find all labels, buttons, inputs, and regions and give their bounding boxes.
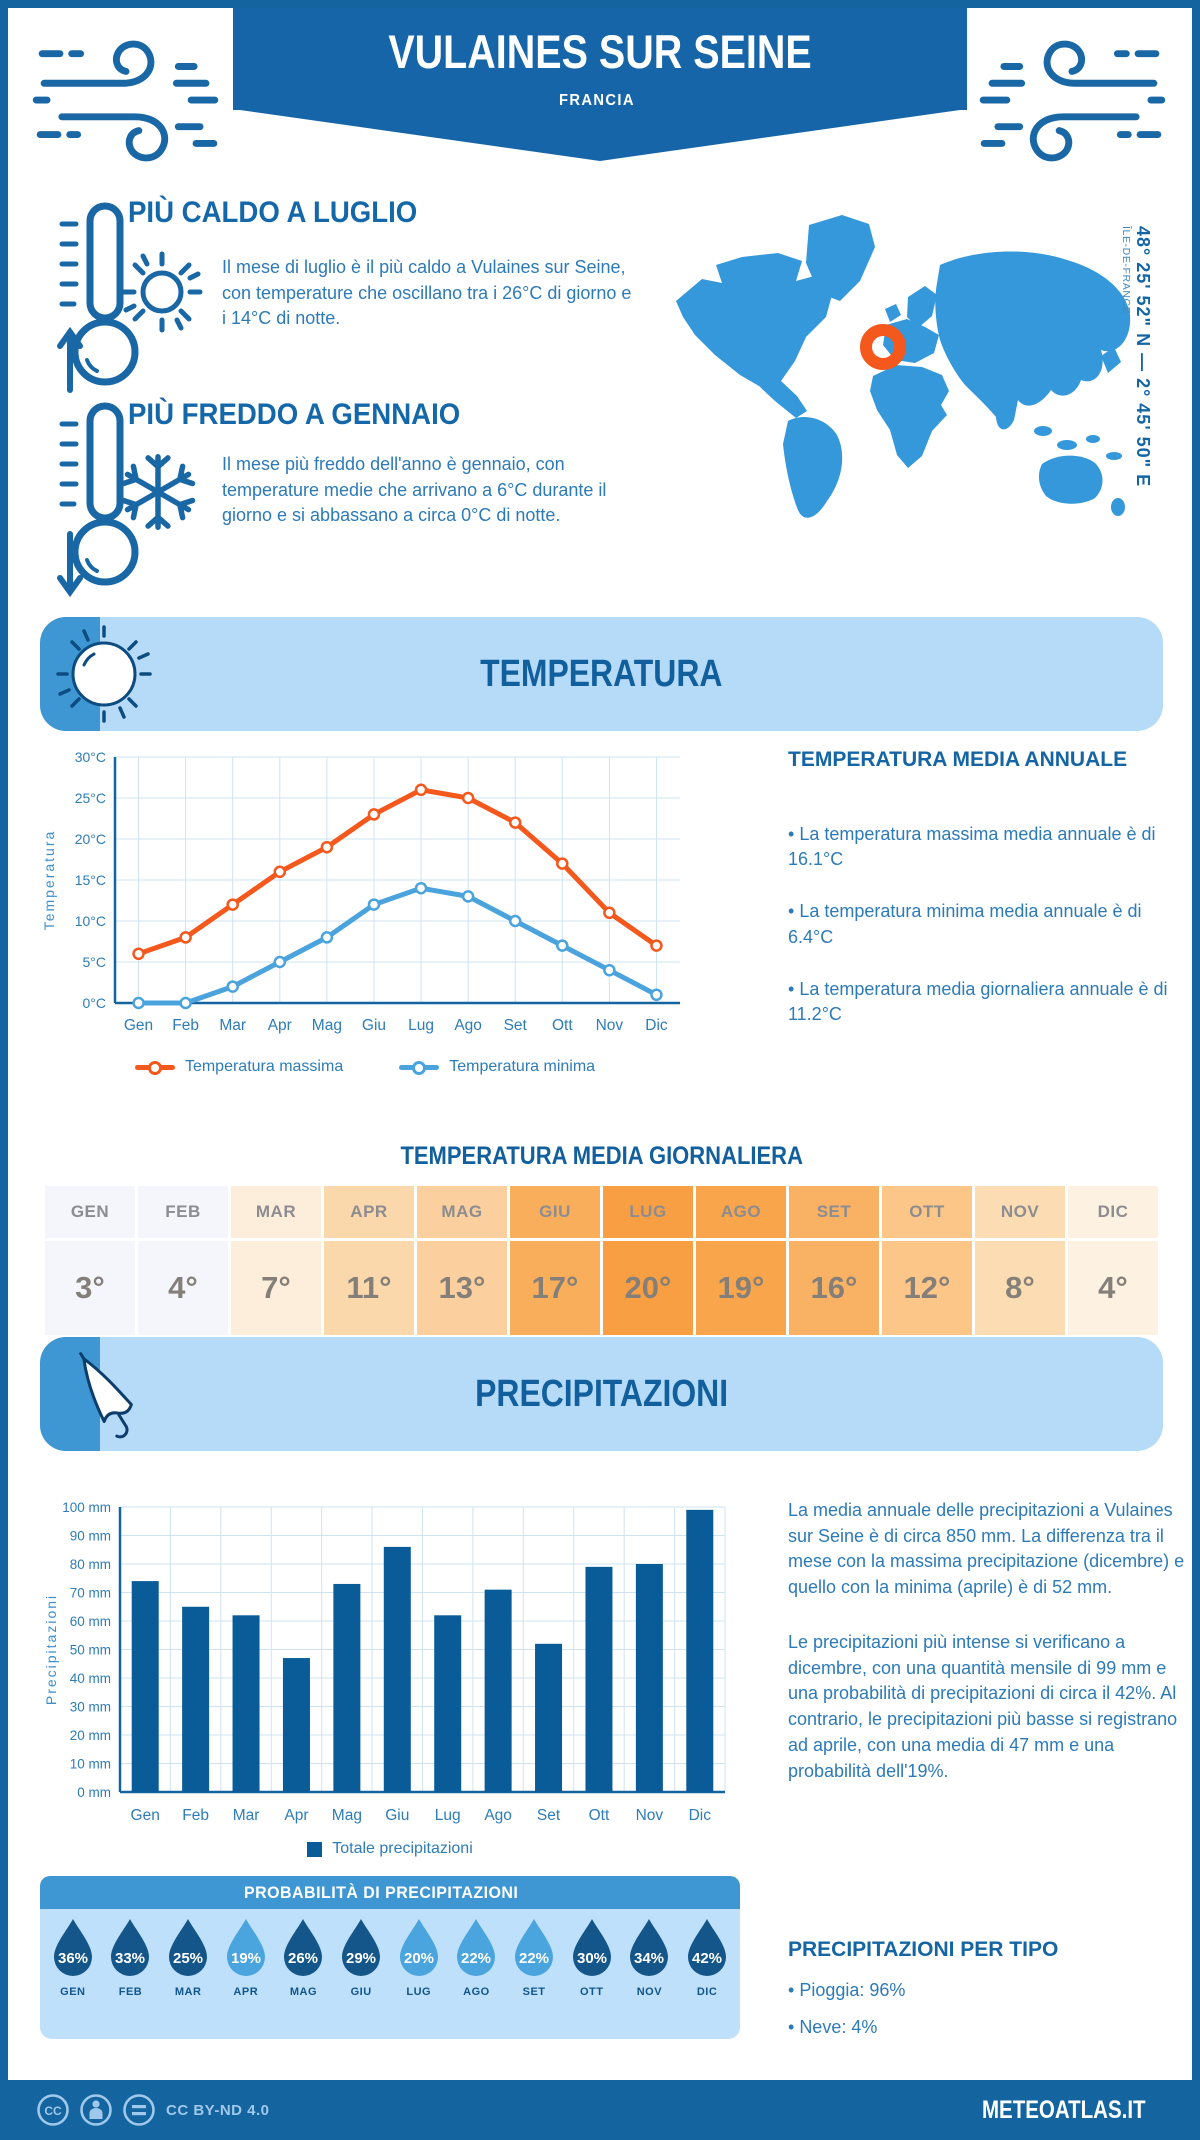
svg-text:22%: 22% [519,1950,550,1967]
svg-text:70 mm: 70 mm [69,1585,111,1601]
daily-month-label: GEN [45,1186,135,1238]
probability-drop-giu [334,1909,388,2039]
svg-text:Feb: Feb [172,1017,199,1034]
raindrop-icon [50,1918,96,1978]
temperature-chart-legend [40,1058,690,1076]
world-map [646,205,1140,530]
probability-drop-feb [103,1909,157,2039]
svg-text:Precipitazioni: Precipitazioni [43,1593,59,1706]
probability-month-label: LUG [406,1986,432,1998]
svg-text:Giu: Giu [385,1807,410,1824]
svg-text:36%: 36% [57,1950,88,1967]
svg-text:80 mm: 80 mm [69,1557,111,1572]
precipitation-summary-2: Le precipitazioni più intense si verificano a dicembre, con una quantità mensile di 99 mm e una probabilità di precipitazioni di circa il 42%. Al contrario, le precipitazioni più basse si registrano ad aprile, con una media di 47 mm e una probabilità dell'19%. [788,1632,1178,1781]
svg-text:Nov: Nov [635,1807,664,1824]
page-subtitle: FRANCIA [558,92,635,109]
probability-panel [40,1909,740,2039]
raindrop-icon [396,1918,442,1978]
wind-swirl-icon [28,28,226,178]
bar-Mag [333,1584,360,1792]
svg-text:19%: 19% [230,1950,261,1967]
svg-text:Dic: Dic [688,1807,711,1824]
raindrop-icon [280,1918,326,1978]
svg-text:Ago: Ago [484,1807,512,1824]
daily-table-column-gen [45,1186,135,1335]
svg-text:Set: Set [536,1807,561,1824]
svg-text:22%: 22% [461,1950,492,1967]
daily-temperature-value: 13° [417,1241,507,1335]
svg-text:Apr: Apr [284,1807,309,1824]
probability-drop-lug [392,1909,446,2039]
svg-text:29%: 29% [346,1950,377,1967]
daily-month-label: MAG [417,1186,507,1238]
svg-text:20°C: 20°C [74,831,106,847]
temperature-section-band [40,617,1163,731]
geo-coordinates-block [1120,226,1153,566]
probability-drop-ago [449,1909,503,2039]
svg-text:0°C: 0°C [82,995,106,1011]
annual-temperature-bullets [788,822,1180,1027]
raindrop-icon [223,1918,269,1978]
probability-month-label: NOV [636,1986,663,1998]
svg-text:Set: Set [503,1017,527,1034]
bar-Ago [485,1590,512,1792]
license-label: CC BY-ND 4.0 [166,2101,270,2119]
raindrop-icon [569,1918,615,1978]
legend-label: Temperatura minima [449,1058,596,1075]
annual-bullet: • La temperatura minima media annuale è di 6.4°C [788,899,1180,949]
svg-text:60 mm: 60 mm [69,1614,111,1629]
bar-Set [535,1644,562,1792]
svg-text:Mag: Mag [311,1017,342,1034]
svg-text:Apr: Apr [267,1017,292,1034]
daily-month-label: LUG [603,1186,693,1238]
sun-icon [54,625,154,723]
svg-text:Mag: Mag [331,1807,362,1824]
daily-temperature-value: 11° [324,1241,414,1335]
daily-temperature-table [45,1186,1158,1335]
svg-text:Gen: Gen [130,1807,160,1824]
svg-text:20%: 20% [403,1950,434,1967]
daily-temperature-value: 7° [231,1241,321,1335]
svg-text:Feb: Feb [182,1807,209,1824]
bar-Lug [434,1615,461,1792]
map-location-marker [866,330,900,364]
bar-Feb [182,1607,209,1792]
probability-month-label: OTT [579,1986,604,1998]
svg-text:40 mm: 40 mm [69,1671,111,1686]
legend-item [135,1058,343,1076]
svg-text:Gen: Gen [123,1017,154,1034]
precipitation-type-bullets [788,1978,1148,2040]
page-title: VULAINES SUR SEINE [388,25,812,78]
svg-text:33%: 33% [115,1950,146,1967]
daily-temperature-value: 17° [510,1241,600,1335]
svg-text:30%: 30% [576,1950,607,1967]
precipitation-chart [40,1495,740,1865]
svg-text:20 mm: 20 mm [69,1728,111,1743]
raindrop-icon [107,1918,153,1978]
probability-drop-dic [680,1909,734,2039]
license-icons[interactable] [36,2093,156,2127]
probability-drop-gen [46,1909,100,2039]
raindrop-icon [684,1918,730,1978]
raindrop-icon [165,1918,211,1978]
svg-text:10 mm: 10 mm [69,1756,111,1772]
region-text: ÎLE-DE-FRANCE [1120,226,1132,315]
daily-temperature-value: 4° [1068,1241,1158,1335]
daily-table-column-ago [696,1186,786,1335]
daily-table-column-nov [975,1186,1065,1335]
daily-table-column-mag [417,1186,507,1335]
annual-bullet: • La temperatura media giornaliera annuale è di 11.2°C [788,977,1180,1027]
svg-text:42%: 42% [692,1950,723,1967]
daily-temperature-value: 20° [603,1241,693,1335]
precipitation-chart-legend [40,1840,740,1858]
svg-text:Ott: Ott [551,1017,573,1034]
coordinates-text: 48° 25' 52" N — 2° 45' 50" E [1133,226,1153,488]
cc-icon [36,2093,70,2127]
svg-text:34%: 34% [634,1950,665,1967]
svg-text:90 mm: 90 mm [69,1528,111,1544]
daily-temperature-title: TEMPERATURA MEDIA GIORNALIERA [400,1142,803,1170]
equals-icon [122,2093,156,2127]
page-border-top [0,0,1200,8]
daily-month-label: NOV [975,1186,1065,1238]
probability-drop-ott [565,1909,619,2039]
map-asia [935,251,1130,429]
probability-drop-apr [219,1909,273,2039]
svg-text:Mar: Mar [219,1017,247,1034]
precip-type-bullet: • Neve: 4% [788,2015,1148,2040]
header-banner-chevron [233,109,967,161]
daily-month-label: MAR [231,1186,321,1238]
sun-icon [118,248,206,336]
daily-temperature-value: 8° [975,1241,1065,1335]
bar-Ott [585,1567,612,1792]
daily-month-label: DIC [1068,1186,1158,1238]
raindrop-icon [511,1918,557,1978]
bar-Dic [686,1510,713,1792]
legend-item [307,1840,473,1858]
precipitation-section-band [40,1337,1163,1451]
probability-month-label: SET [522,1986,546,1998]
map-south-america [783,417,842,518]
daily-temperature-value: 16° [789,1241,879,1335]
map-uk [885,304,901,322]
svg-text:Ago: Ago [454,1017,482,1034]
temperature-section-title: TEMPERATURA [480,652,723,695]
svg-text:Giu: Giu [361,1017,387,1034]
svg-text:0 mm: 0 mm [77,1785,111,1800]
probability-month-label: MAR [174,1986,202,1998]
daily-month-label: APR [324,1186,414,1238]
legend-item [399,1058,595,1076]
person-icon [79,2093,113,2127]
warm-month-text: Il mese di luglio è il più caldo a Vulaines sur Seine, con temperature che oscillano tra i 26°C di giorno e i 14°C di notte. [222,257,632,329]
temperature-chart [40,745,690,1065]
probability-drop-nov [622,1909,676,2039]
wind-swirl-icon [972,28,1170,178]
bar-Mar [233,1615,260,1792]
daily-temperature-value: 4° [138,1241,228,1335]
map-north-america [676,253,832,418]
daily-temperature-value: 19° [696,1241,786,1335]
svg-text:25%: 25% [173,1950,204,1967]
bar-Nov [636,1564,663,1792]
probability-month-label: GIU [350,1986,372,1998]
svg-text:Lug: Lug [408,1017,434,1034]
daily-temperature-value: 12° [882,1241,972,1335]
probability-month-label: GEN [60,1986,86,1998]
daily-table-column-set [789,1186,879,1335]
daily-table-column-mar [231,1186,321,1335]
svg-text:Lug: Lug [434,1807,461,1824]
probability-drop-set [507,1909,561,2039]
svg-text:Nov: Nov [595,1017,624,1034]
probability-month-label: FEB [118,1986,143,1998]
svg-text:5°C: 5°C [82,954,106,970]
svg-text:Temperatura: Temperatura [41,829,57,931]
raindrop-icon [338,1918,384,1978]
bar-Giu [384,1547,411,1792]
daily-month-label: GIU [510,1186,600,1238]
bar-Apr [283,1658,310,1792]
svg-text:Ott: Ott [588,1807,610,1824]
svg-text:Mar: Mar [232,1807,260,1824]
svg-text:CC: CC [44,2104,62,2118]
page-border-left [0,0,8,2140]
cold-month-text: Il mese più freddo dell'anno è gennaio, con temperature medie che arrivano a 6°C durante il giorno e si abbassano a circa 0°C di notte. [222,454,607,526]
precipitation-summary-1: La media annuale delle precipitazioni a Vulaines sur Seine è di circa 850 mm. La differenza tra il mese con la massima precipitazione (dicembre) e quello con la minima (aprile) è di 52 mm. [788,1500,1185,1598]
daily-table-column-lug [603,1186,693,1335]
page-border-right [1192,0,1200,2140]
precip-type-bullet: • Pioggia: 96% [788,1978,1148,2003]
site-name[interactable]: METEOATLAS.IT [982,2095,1147,2124]
map-africa [870,365,949,468]
probability-title-bar: PROBABILITÀ DI PRECIPITAZIONI [40,1876,740,1909]
probability-month-label: APR [233,1986,259,1998]
daily-month-label: AGO [696,1186,786,1238]
probability-month-label: MAG [289,1986,318,1998]
svg-text:100 mm: 100 mm [62,1500,111,1515]
map-australia [1039,456,1103,504]
raindrop-icon [453,1918,499,1978]
legend-label: Temperatura massima [184,1058,344,1075]
daily-table-column-dic [1068,1186,1158,1335]
svg-text:26%: 26% [288,1950,319,1967]
legend-label: Totale precipitazioni [332,1840,473,1857]
daily-month-label: SET [789,1186,879,1238]
daily-table-column-apr [324,1186,414,1335]
svg-text:30°C: 30°C [74,749,106,765]
svg-text:25°C: 25°C [74,790,106,806]
umbrella-icon [54,1345,154,1443]
precipitation-type-title: PRECIPITAZIONI PER TIPO [788,1938,1059,1961]
svg-text:10°C: 10°C [74,913,106,929]
raindrop-icon [626,1918,672,1978]
annual-bullet: • La temperatura massima media annuale è di 16.1°C [788,822,1180,872]
daily-month-label: FEB [138,1186,228,1238]
daily-table-column-feb [138,1186,228,1335]
daily-temperature-value: 3° [45,1241,135,1335]
probability-month-label: DIC [696,1986,718,1998]
daily-table-column-ott [882,1186,972,1335]
snowflake-icon [114,448,202,536]
footer-bar [0,2080,1200,2140]
warm-month-title: PIÙ CALDO A LUGLIO [128,196,418,229]
daily-month-label: OTT [882,1186,972,1238]
svg-text:Dic: Dic [645,1017,668,1034]
daily-table-column-giu [510,1186,600,1335]
cold-month-title: PIÙ FREDDO A GENNAIO [128,398,461,431]
probability-drop-mag [276,1909,330,2039]
probability-drop-mar [161,1909,215,2039]
annual-temperature-title: TEMPERATURA MEDIA ANNUALE [788,748,1128,771]
svg-text:30 mm: 30 mm [69,1699,111,1715]
bar-Gen [132,1581,159,1792]
svg-text:15°C: 15°C [74,872,106,888]
svg-text:50 mm: 50 mm [69,1642,111,1658]
precipitation-section-title: PRECIPITAZIONI [474,1372,728,1415]
probability-month-label: AGO [463,1986,490,1998]
